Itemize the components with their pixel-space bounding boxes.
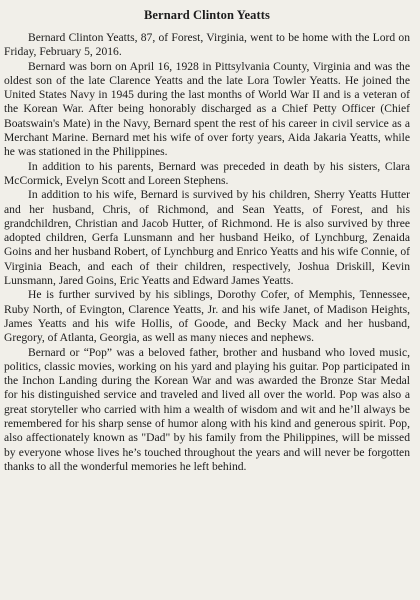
paragraph-preceded-in-death: In addition to his parents, Bernard was preceded in death by his sisters, Clara McCormick, Evelyn Scott and Loreen Stephens. [4,159,410,187]
paragraph-biography: Bernard was born on April 16, 1928 in Pittsylvania County, Virginia and was the oldest son of the late Clarence Yeatts and the late Lora Towler Yeatts. He joined the United States Navy in 1945 during the last months of World War II and is a veteran of the Korean War. After being honorably discharged as a Chief Petty Officer (Chief Boatswain's Mate) in the Navy, Bernard spent the rest of his career in civil service as a Merchant Marine. Bernard met his wife of over forty years, Aida Jakaria Yeatts, while he was stationed in the Philippines. [4,59,410,159]
paragraph-survived-by: In addition to his wife, Bernard is survived by his children, Sherry Yeatts Hutter and her husband, Chris, of Richmond, and Sean Yeatts, of Forest, and his grandchildren, Christian and Jacob Hutter, of Richmond. He is also survived by three adopted children, Gerfa Lunsmann and her husband Heiko, of Lynchburg, Zenaida Goins and her husband Robert, of Lynchburg and Enrico Yeatts and his wife Connie, of Virginia Beach, and each of their children, respectively, Joshua Driskill, Kevin Lunsmann, Jared Goins, Eric Yeatts and Edward James Yeatts. [4,188,410,288]
paragraph-siblings: He is further survived by his siblings, Dorothy Cofer, of Memphis, Tennessee, Ruby North, of Evington, Clarence Yeatts, Jr. and his wife Janet, of Madison Heights, James Yeatts and his wife Hollis, of Goode, and Becky Mack and her husband, Gregory, of Atlanta, Georgia, as well as many nieces and nephews. [4,288,410,345]
paragraph-passing: Bernard Clinton Yeatts, 87, of Forest, Virginia, went to be home with the Lord on Friday, February 5, 2016. [4,31,410,59]
obituary-title: Bernard Clinton Yeatts [143,8,271,22]
paragraph-remembrance: Bernard or “Pop” was a beloved father, brother and husband who loved music, politics, classic movies, working on his yard and playing his guitar. Pop participated in the Inchon Landing during the Korean War and was awarded the Bronze Star Medal for his distinguished service and traveled and lived all over the world. Pop was also a great storyteller who carried with him a wealth of wisdom and wit and he’ll always be remembered for his sharp sense of humor along with his kind and generous spirit. Pop, also affectionately known as "Dad" by his family from the Philippines, will be missed by everyone whose lives he’s touched throughout the years and will never be forgotten thanks to all the wonderful memories he left behind. [4,345,410,473]
obituary-body [4,31,410,474]
